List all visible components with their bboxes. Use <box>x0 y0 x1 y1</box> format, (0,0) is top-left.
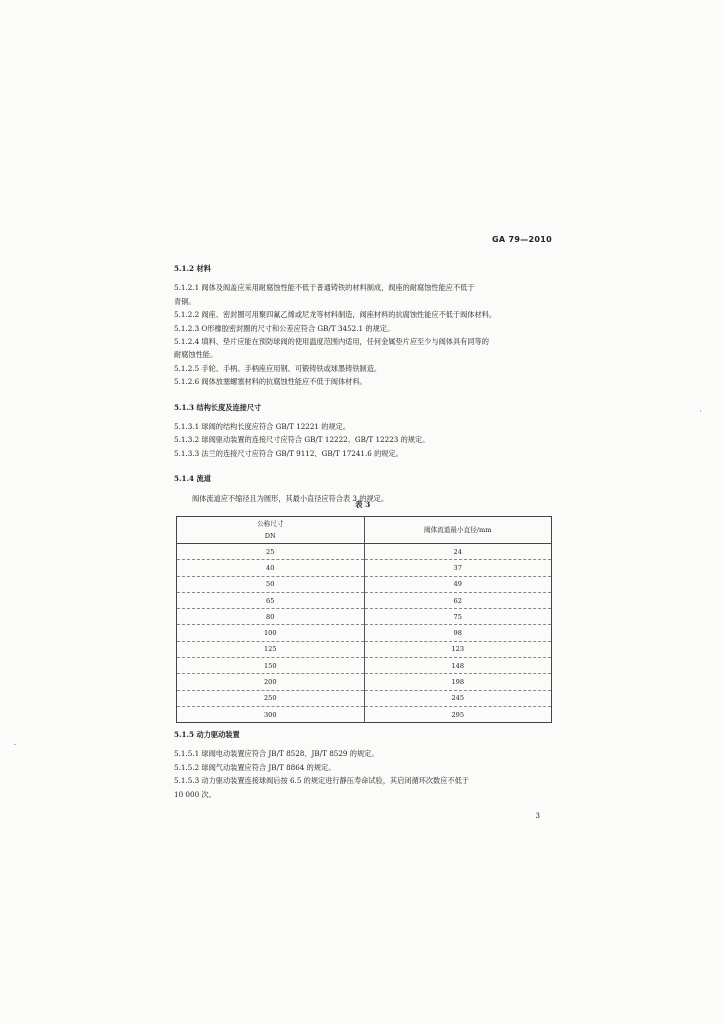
clause-5-1-2-1-line1: 5.1.2.1 阀体及阀盖应采用耐腐蚀性能不低于普通铸铁的材料制成，阀座的耐腐蚀性能应不低于 <box>174 283 475 293</box>
clause-5-1-3-2: 5.1.3.2 球阀驱动装置的连接尺寸应符合 GB/T 12222、GB/T 12223 的规定。 <box>174 435 430 445</box>
scan-speck <box>14 744 16 745</box>
page-number: 3 <box>535 812 540 820</box>
heading-5-1-5: 5.1.5 动力驱动装置 <box>174 730 240 739</box>
cell-nominal-size: 200 <box>263 678 277 687</box>
clause-5-1-5-3-line1: 5.1.5.3 动力驱动装置连接球阀后按 6.5 的规定进行静压寿命试验，其启闭循环次数应不低于 <box>174 776 469 786</box>
table-row <box>177 625 552 641</box>
cell-nominal-size: 25 <box>266 547 275 556</box>
table-3 <box>176 516 552 723</box>
table-row <box>177 641 552 657</box>
cell-min-diameter: 24 <box>364 544 552 560</box>
clause-5-1-2-3: 5.1.2.3 O形橡胶密封圈的尺寸和公差应符合 GB/T 3452.1 的规定。 <box>174 323 395 333</box>
cell-nominal-size: 50 <box>266 580 275 589</box>
cell-min-diameter: 295 <box>364 706 552 722</box>
clause-5-1-2-4-line1: 5.1.2.4 填料、垫片应能在预防球阀的使用温度范围内适用，任何金属垫片应至少与阀体具有同等的 <box>174 337 489 347</box>
cell-nominal-size: 300 <box>263 710 277 719</box>
cell-nominal-size: 150 <box>263 661 277 670</box>
clause-5-1-2-6: 5.1.2.6 阀体放塞螺塞材料的抗腐蚀性能应不低于阀体材料。 <box>174 377 367 387</box>
header-nominal-size-label: 公称尺寸 <box>257 520 284 528</box>
cell-nominal-size: 80 <box>266 612 275 621</box>
clause-5-1-2-1-line2: 青铜。 <box>174 296 196 306</box>
cell-min-diameter: 245 <box>364 690 552 706</box>
clause-5-1-5-1: 5.1.5.1 球阀电动装置应符合 JB/T 8528、JB/T 8529 的规定。 <box>174 749 379 759</box>
heading-5-1-4: 5.1.4 流道 <box>174 474 211 484</box>
scan-speck <box>700 410 701 412</box>
cell-min-diameter: 37 <box>364 560 552 576</box>
clause-5-1-2-2: 5.1.2.2 阀座、密封圈可用聚四氟乙烯或尼龙等材料制造，阀座材料的抗腐蚀性能应不低于阀体材料。 <box>174 310 497 320</box>
cell-min-diameter: 123 <box>364 641 552 657</box>
header-min-diameter: 阀体流道最小直径/mm <box>364 517 552 544</box>
cell-nominal-size: 100 <box>263 629 277 638</box>
cell-nominal-size: 125 <box>263 645 277 654</box>
table-row <box>177 674 552 690</box>
cell-min-diameter: 198 <box>364 674 552 690</box>
clause-5-1-5-3-line2: 10 000 次。 <box>174 789 216 799</box>
heading-5-1-3: 5.1.3 结构长度及连接尺寸 <box>174 402 262 412</box>
table-3-title: 表 3 <box>355 500 371 509</box>
cell-min-diameter: 98 <box>364 625 552 641</box>
header-nominal-size-unit: DN <box>264 532 276 540</box>
cell-min-diameter: 62 <box>364 592 552 608</box>
clause-5-1-2-4-line2: 耐腐蚀性能。 <box>174 350 218 360</box>
cell-nominal-size: 40 <box>266 563 275 572</box>
clause-5-1-4-paragraph: 阀体流道应不缩径且为圆形，其最小直径应符合表 3 的规定。 <box>192 493 389 503</box>
clause-5-1-2-5: 5.1.2.5 手轮、手柄、手柄座应用钢、可锻铸铁或球墨铸铁制造。 <box>174 363 382 373</box>
table-row <box>177 609 552 625</box>
table-row <box>177 576 552 592</box>
clause-5-1-2-to-5-1-4 <box>174 262 556 505</box>
header-nominal-size <box>177 517 365 544</box>
cell-nominal-size: 250 <box>263 694 277 703</box>
table-header-row <box>177 517 552 544</box>
clause-5-1-5 <box>174 728 556 801</box>
cell-min-diameter: 49 <box>364 576 552 592</box>
cell-nominal-size: 65 <box>266 596 275 605</box>
standard-code: GA 79—2010 <box>492 235 552 244</box>
heading-5-1-2: 5.1.2 材料 <box>174 264 211 273</box>
table-row <box>177 658 552 674</box>
clause-5-1-3-3: 5.1.3.3 法兰的连接尺寸应符合 GB/T 9112、GB/T 17241.6 的规定。 <box>174 448 403 458</box>
table-row <box>177 544 552 560</box>
cell-min-diameter: 75 <box>364 609 552 625</box>
table-row <box>177 706 552 722</box>
table-row <box>177 560 552 576</box>
table-row <box>177 592 552 608</box>
cell-min-diameter: 148 <box>364 658 552 674</box>
clause-5-1-3-1: 5.1.3.1 球阀的结构长度应符合 GB/T 12221 的规定。 <box>174 422 351 432</box>
table-row <box>177 690 552 706</box>
clause-5-1-5-2: 5.1.5.2 球阀气动装置应符合 JB/T 8864 的规定。 <box>174 762 336 772</box>
